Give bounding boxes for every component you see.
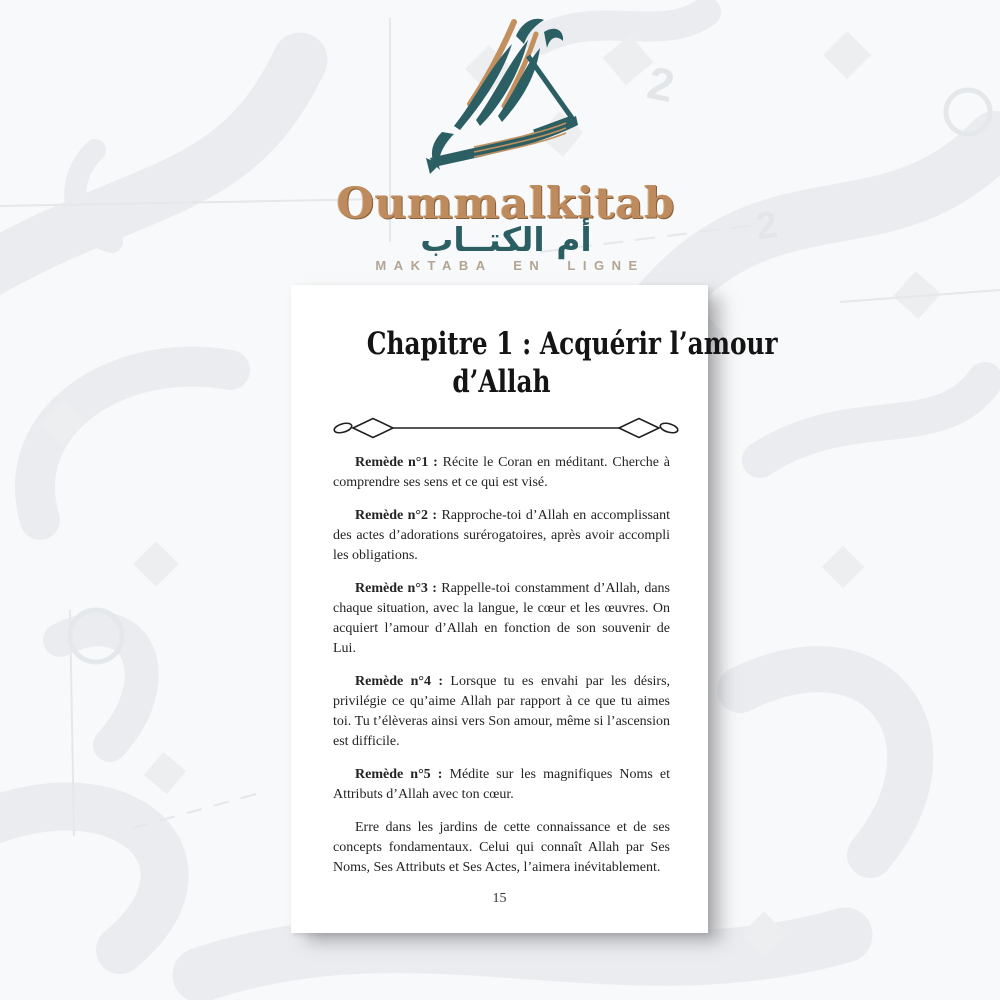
brand-name-arabic: أم الكتــاب bbox=[420, 220, 592, 259]
remedy-text: Rappelle-toi constamment d’Allah, dans chaque situation, avec la langue, le cœur et les œuvres. On acquiert l’amour d’Allah en fonction de son souvenir de Lui. bbox=[333, 581, 670, 656]
page-number: 15 bbox=[492, 891, 507, 906]
remedy-paragraph bbox=[333, 765, 670, 805]
closing-paragraph bbox=[333, 818, 670, 878]
remedy-paragraph bbox=[333, 672, 670, 752]
remedy-paragraph bbox=[333, 506, 670, 566]
remedy-lead: Remède n°1 : bbox=[355, 455, 438, 470]
remedy-text: Médite sur les magnifiques Noms et Attributs d’Allah avec ton cœur. bbox=[333, 767, 671, 802]
remedy-lead: Remède n°3 : bbox=[355, 581, 437, 596]
svg-text:2: 2 bbox=[643, 56, 679, 113]
chapter-title-line2: d’Allah bbox=[452, 364, 551, 400]
remedy-lead: Remède n°5 : bbox=[355, 767, 443, 782]
ornamental-divider-icon bbox=[333, 415, 679, 441]
chapter-title bbox=[333, 325, 778, 401]
brand-name: Oummalkitab bbox=[336, 179, 676, 229]
logo-calligraphy-icon bbox=[416, 6, 598, 178]
book-page bbox=[291, 285, 778, 933]
remedy-lead: Remède n°4 : bbox=[355, 674, 444, 689]
remedy-text: Rapproche-toi d’Allah en accomplissant des actes d’adorations surérogatoires, après avoir accompli les obligations. bbox=[333, 508, 671, 563]
remedy-lead: Remède n°2 : bbox=[355, 508, 438, 523]
remedy-paragraph bbox=[333, 453, 670, 493]
chapter-title-line1: Chapitre 1 : Acquérir l’amour bbox=[366, 326, 778, 362]
closing-text: Erre dans les jardins de cette connaissance et de ses concepts fondamentaux. Celui qui connaît Allah par Ses Noms, Ses Attributs et Ses Actes, l’aimera inévitablement. bbox=[333, 820, 670, 875]
svg-text:2: 2 bbox=[753, 203, 781, 249]
remedy-text: Récite le Coran en méditant. Cherche à comprendre ses sens et ce qui est visé. bbox=[333, 455, 670, 490]
remedy-text: Lorsque tu es envahi par les désirs, privilégie ce qu’aime Allah par rapport à ce que tu aimes toi. Tu t’élèveras ainsi vers Son amour, même si l’ascension est difficile. bbox=[333, 674, 671, 749]
remedy-paragraph bbox=[333, 579, 670, 659]
brand-tagline: MAKTABA EN LIGNE bbox=[375, 258, 645, 273]
